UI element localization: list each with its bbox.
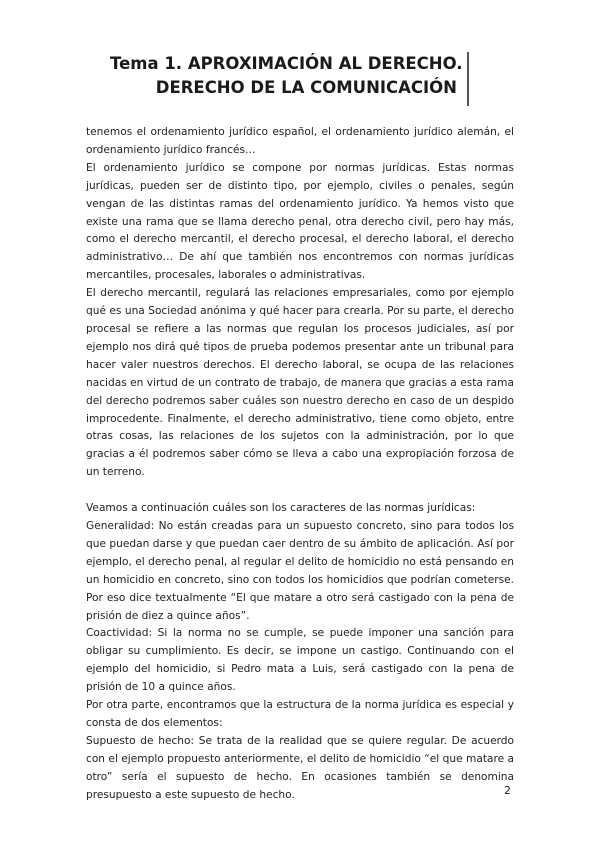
paragraph: Coactividad: Si la norma no se cumple, se puede imponer una sanción para obligar su cumplimiento. Es decir, se impone un castigo. Continuando con el ejemplo del homicidio, si Pedro mata a Luis, será castigado con la pena de prisión de 10 a quince años. (86, 627, 514, 694)
document-body (86, 124, 514, 805)
paragraph: Generalidad: No están creadas para un supuesto concreto, sino para todos los que puedan darse y que puedan caer dentro de su ámbito de aplicación. Así por ejemplo, el derecho penal, al regular el delito de homicidio no está pensando en un homicidio en concreto, sino con todos los homicidios que podrían cometerse. Por eso dice textualmente “El que matare a otro será castigado con la pena de prisión de diez a quince años”. (86, 520, 514, 622)
page-number: 2 (504, 784, 511, 797)
paragraph: Por otra parte, encontramos que la estructura de la norma jurídica es especial y consta de dos elementos: (86, 699, 514, 729)
paragraph: El ordenamiento jurídico se compone por normas jurídicas. Estas normas jurídicas, pueden ser de distinto tipo, por ejemplo, civiles o penales, según vengan de las distintas ramas del ordenamiento jurídico. Ya hemos visto que existe una rama que se llama derecho penal, otra derecho civil, pero hay más, como el derecho mercantil, el derecho procesal, el derecho laboral, el derecho administrativo… De ahí que también nos encontremos con normas jurídicas mercantiles, procesales, laborales o administrativas. (86, 161, 514, 282)
header-title-line-2: DERECHO DE LA COMUNICACIÓN (155, 78, 457, 97)
paragraph: Veamos a continuación cuáles son los caracteres de las normas jurídicas: (86, 502, 476, 515)
paragraph: Supuesto de hecho: Se trata de la realidad que se quiere regular. De acuerdo con el ejemplo propuesto anteriormente, el delito de homicidio “el que matare a otro” sería el supuesto de hecho. En ocasiones también se denomina presupuesto a este supuesto de hecho. (86, 734, 514, 801)
paragraph: El derecho mercantil, regulará las relaciones empresariales, como por ejemplo qué es una Sociedad anónima y qué hacer para crearla. Por su parte, el derecho procesal se refiere a las normas que regulan los procesos judiciales, así por ejemplo nos dirá qué tipos de prueba podemos presentar ante un tribunal para hacer valer nuestros derechos. El derecho laboral, se ocupa de las relaciones nacidas en virtud de un contrato de trabajo, de manera que gracias a esta rama del derecho podremos saber cuáles son nuestro derecho en caso de un despido improcedente. Finalmente, el derecho administrativo, tiene como objeto, entre otras cosas, las relaciones de los sujetos con la administración, por lo que gracias a él podremos saber cómo se lleva a cabo una expropiación forzosa de un terreno. (86, 287, 514, 479)
page-header (110, 52, 469, 106)
paragraph: tenemos el ordenamiento jurídico español, el ordenamiento jurídico alemán, el ordenamiento jurídico francés… (86, 126, 514, 156)
header-title-line-1: Tema 1. APROXIMACIÓN AL DERECHO. (110, 54, 463, 73)
